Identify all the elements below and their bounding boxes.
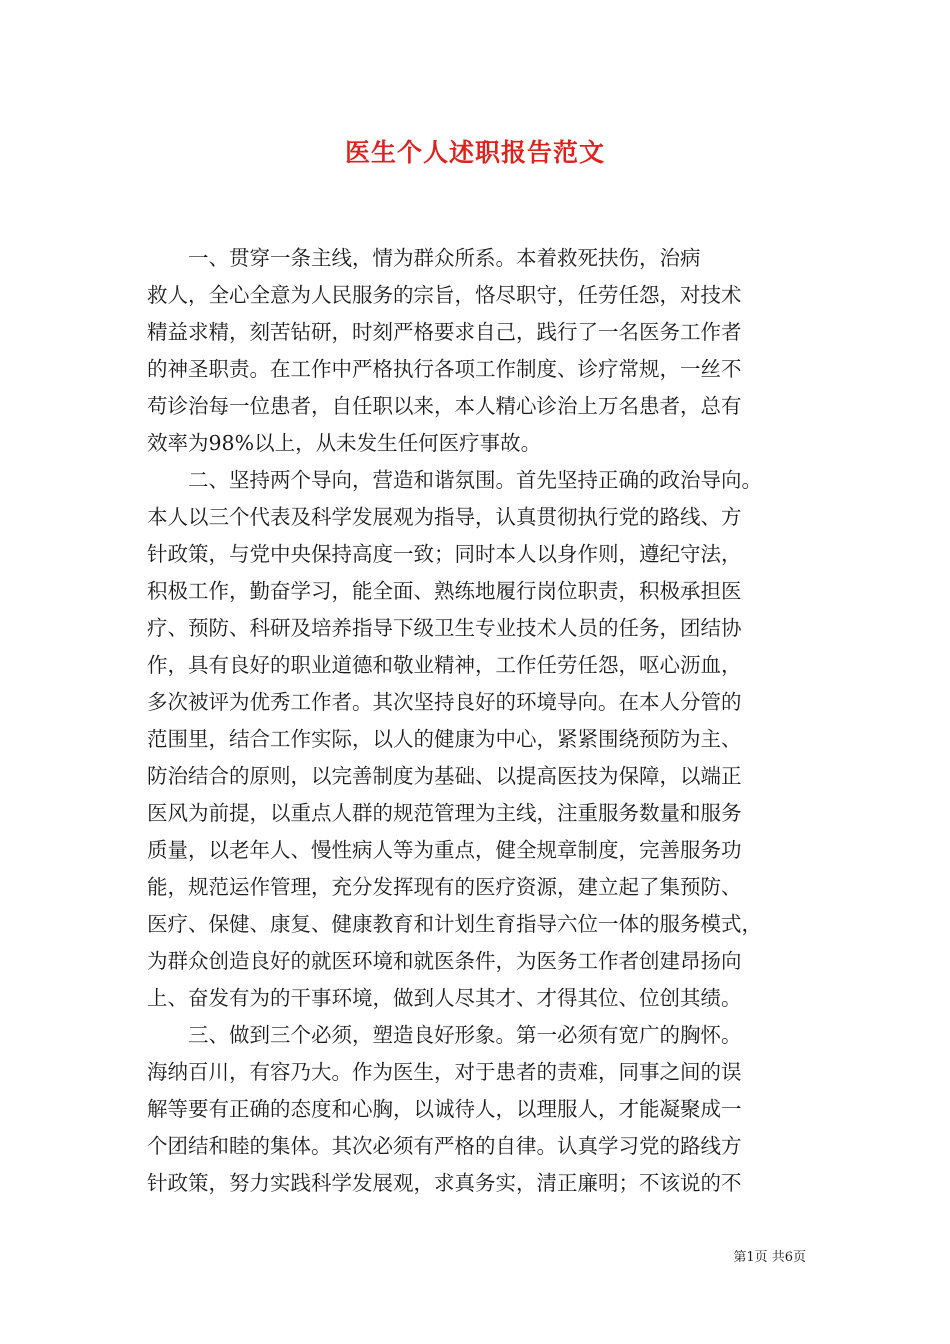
text-line: 医风为前提，以重点人群的规范管理为主线，注重服务数量和服务 bbox=[147, 801, 742, 825]
text-line: 作，具有良好的职业道德和敬业精神，工作任劳任怨，呕心沥血， bbox=[147, 653, 742, 677]
text-line: 为群众创造良好的就医环境和就医条件，为医务工作者创建昂扬向 bbox=[147, 949, 742, 973]
text-line: 一、贯穿一条主线，情为群众所系。本着救死扶伤，治病 bbox=[147, 246, 701, 270]
text-line: 精益求精，刻苦钻研，时刻严格要求自己，践行了一名医务工作者 bbox=[147, 320, 742, 344]
text-line: 针政策，与党中央保持高度一致；同时本人以身作则，遵纪守法， bbox=[147, 542, 742, 566]
text-line: 积极工作，勤奋学习，能全面、熟练地履行岗位职责，积极承担医 bbox=[147, 579, 742, 603]
text-line: 多次被评为优秀工作者。其次坚持良好的环境导向。在本人分管的 bbox=[147, 690, 742, 714]
document-body bbox=[147, 240, 807, 1202]
text-line: 海纳百川，有容乃大。作为医生，对于患者的责难，同事之间的误 bbox=[147, 1060, 742, 1084]
text-line: 个团结和睦的集体。其次必须有严格的自律。认真学习党的路线方 bbox=[147, 1134, 742, 1158]
text-line: 防治结合的原则，以完善制度为基础、以提高医技为保障，以端正 bbox=[147, 764, 742, 788]
text-line: 解等要有正确的态度和心胸，以诚待人，以理服人，才能凝聚成一 bbox=[147, 1097, 742, 1121]
text-line: 三、做到三个必须，塑造良好形象。第一必须有宽广的胸怀。 bbox=[147, 1023, 742, 1047]
text-line: 上、奋发有为的干事环境，做到人尽其才、才得其位、位创其绩。 bbox=[147, 986, 742, 1010]
text-line: 疗、预防、科研及培养指导下级卫生专业技术人员的任务，团结协 bbox=[147, 616, 742, 640]
text-line: 二、坚持两个导向，营造和谐氛围。首先坚持正确的政治导向。 bbox=[147, 468, 762, 492]
text-line: 的神圣职责。在工作中严格执行各项工作制度、诊疗常规，一丝不 bbox=[147, 357, 742, 381]
text-line: 范围里，结合工作实际，以人的健康为中心，紧紧围绕预防为主、 bbox=[147, 727, 742, 751]
text-line: 能，规范运作管理，充分发挥现有的医疗资源，建立起了集预防、 bbox=[147, 875, 742, 899]
text-line: 效率为98%以上，从未发生任何医疗事故。 bbox=[147, 431, 542, 455]
text-line: 质量，以老年人、慢性病人等为重点，健全规章制度，完善服务功 bbox=[147, 838, 742, 862]
text-line: 医疗、保健、康复、健康教育和计划生育指导六位一体的服务模式， bbox=[147, 912, 762, 936]
text-line: 救人，全心全意为人民服务的宗旨，恪尽职守，任劳任怨，对技术 bbox=[147, 283, 742, 307]
document-title: 医生个人述职报告范文 bbox=[344, 138, 605, 167]
text-line: 针政策，努力实践科学发展观，求真务实，清正廉明；不该说的不 bbox=[147, 1171, 742, 1195]
text-line: 本人以三个代表及科学发展观为指导，认真贯彻执行党的路线、方 bbox=[147, 505, 742, 529]
page-number-footer: 第1页 共6页 bbox=[733, 1250, 806, 1265]
text-line: 苟诊治每一位患者，自任职以来，本人精心诊治上万名患者，总有 bbox=[147, 394, 742, 418]
